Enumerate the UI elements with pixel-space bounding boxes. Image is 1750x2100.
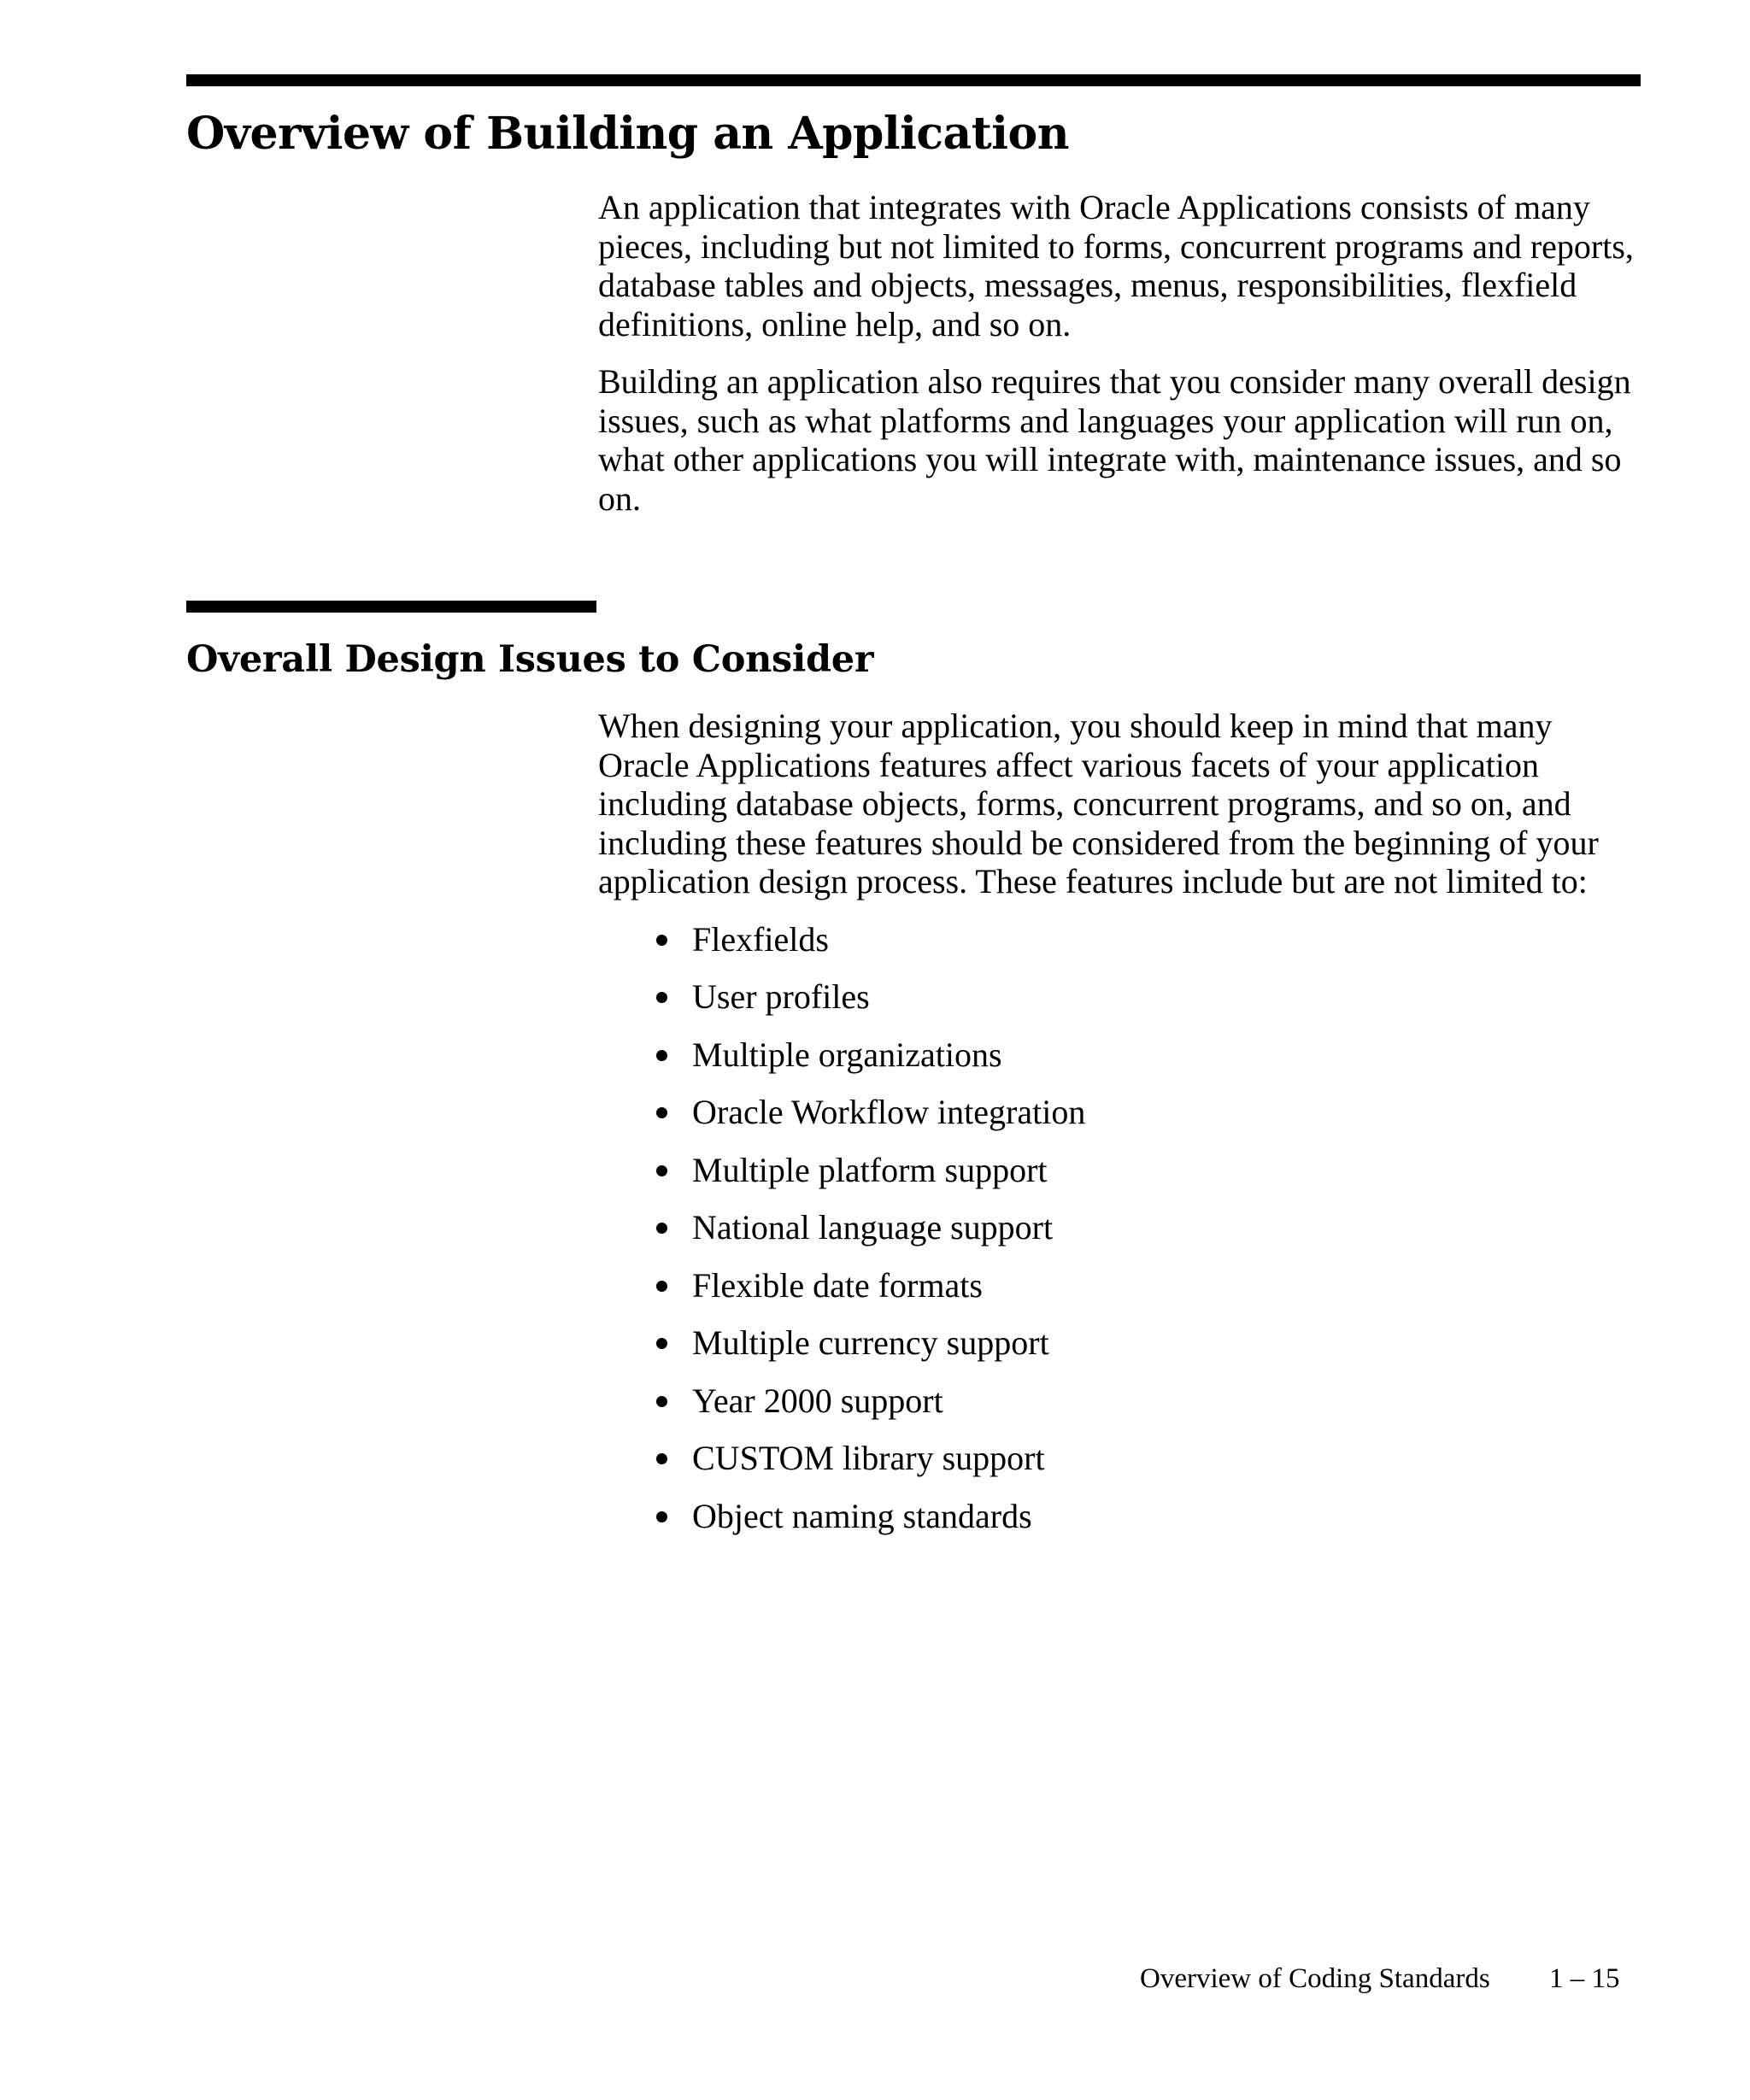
bullet-icon — [656, 1107, 667, 1118]
list-item — [598, 1093, 1649, 1132]
list-item-label: Flexible date formats — [692, 1265, 983, 1305]
bullet-icon — [656, 1396, 667, 1407]
list-item — [598, 1323, 1649, 1363]
section-rule-top — [186, 74, 1641, 86]
list-item-label: Year 2000 support — [692, 1381, 943, 1420]
list-item — [598, 1497, 1649, 1536]
list-item — [598, 920, 1649, 959]
bullet-icon — [656, 935, 667, 946]
bullet-icon — [656, 1165, 667, 1176]
bullet-icon — [656, 1223, 667, 1234]
list-item — [598, 1381, 1649, 1421]
list-item-label: Multiple organizations — [692, 1035, 1002, 1074]
section-body-overview — [598, 188, 1649, 518]
list-item-label: Multiple platform support — [692, 1150, 1048, 1189]
list-item — [598, 1035, 1649, 1075]
section-title-design-issues: Overall Design Issues to Consider — [186, 638, 874, 681]
list-item-label: Oracle Workflow integration — [692, 1093, 1086, 1131]
list-item-label: Flexfields — [692, 919, 829, 959]
list-item — [598, 1151, 1649, 1190]
paragraph: Building an application also requires that you consider many overall design issues, such as what platforms and languages your application will run on, what other applications you will integrate with, maintenance issues, and so on. — [598, 362, 1631, 518]
bullet-icon — [656, 1281, 667, 1292]
bullet-icon — [656, 1511, 667, 1522]
feature-list — [598, 920, 1649, 1536]
list-item-label: CUSTOM library support — [692, 1439, 1045, 1477]
paragraph: When designing your application, you should keep in mind that many Oracle Applications features affect various facets of your application including database objects, forms, concurrent programs, and so on, and including these features should be considered from the beginning of your application design process. These features include but are not limited to: — [598, 707, 1599, 900]
bullet-icon — [656, 992, 667, 1003]
paragraph: An application that integrates with Oracle Applications consists of many pieces, including but not limited to forms, concurrent programs and reports, database tables and objects, messages, menus, responsibilities, flexfield definitions, online help, and so on. — [598, 188, 1634, 343]
list-item — [598, 1439, 1649, 1478]
list-item — [598, 1208, 1649, 1247]
bullet-icon — [656, 1338, 667, 1349]
section-body-design-issues — [598, 707, 1649, 1554]
bullet-icon — [656, 1050, 667, 1061]
section-title-overview: Overview of Building an Application — [186, 108, 1070, 160]
section-rule-design — [186, 601, 596, 613]
list-item-label: Object naming standards — [692, 1496, 1032, 1535]
footer-page-number: 1 – 15 — [1549, 1963, 1620, 1994]
bullet-icon — [656, 1453, 667, 1464]
footer-chapter-title: Overview of Coding Standards — [1140, 1963, 1490, 1994]
list-item — [598, 977, 1649, 1017]
list-item-label: National language support — [692, 1208, 1054, 1247]
list-item-label: Multiple currency support — [692, 1323, 1049, 1362]
list-item-label: User profiles — [692, 977, 870, 1016]
list-item — [598, 1266, 1649, 1305]
